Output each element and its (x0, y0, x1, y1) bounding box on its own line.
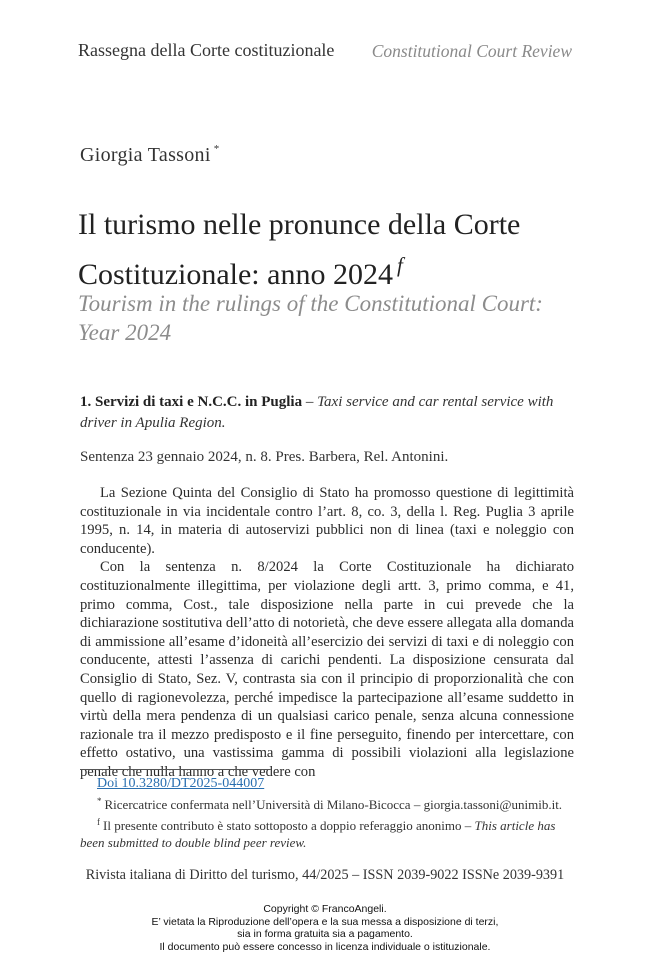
copyright-notice (100, 903, 550, 953)
running-header-english: Constitutional Court Review (371, 41, 572, 61)
article-subtitle-english (78, 289, 588, 347)
footnote-peer-review (80, 814, 575, 851)
author-footnote-mark: * (213, 143, 220, 155)
subtitle-line-2: Year 2024 (78, 320, 172, 345)
running-header-journal: Rassegna della Corte costituzionale (78, 40, 335, 60)
footnote-separator (80, 769, 270, 770)
paragraph-2: Con la sentenza n. 8/2024 la Corte Costituzionale ha dichiarato costituzionalmente illegittima, per violazione degli artt. 3, primo comma, e 41, primo comma, Cost., tale disposizione nella parte in cui prevede che la dichiarazione sostitutiva dell’atto di notorietà, che deve essere allegata alla domanda di ammissione all’esame d’idoneità all’esercizio dei servizi di taxi e di noleggio con conducente, attesti l’assenza di carichi pendenti. La disposizione censurata dal Consiglio di Stato, Sez. V, contrasta sia con il principio di proporzionalità che con quello di ragionevolezza, perché impedisce la partecipazione all’esame suddetto in virtù della mera pendenza di un qualsiasi carico penale, senza alcuna connessione razionale tra il mezzo predisposto e il fine perseguito, finendo per intercettare, con effetto ostativo, una vastissima gamma di possibili violazioni alla legislazione penale che nulla hanno a che vedere con (80, 559, 574, 780)
article-title (78, 205, 588, 295)
journal-citation: Rivista italiana di Diritto del turismo, 44/2025 – ISSN 2039-9022 ISSNe 2039-9391 (85, 867, 565, 883)
footnote-author-text: Ricercatrice confermata nell’Università di Milano-Bicocca – giorgia.tassoni@unimib.it. (104, 797, 563, 812)
title-line-2-text: Costituzionale: anno 2024 (78, 258, 393, 291)
footnote-author (97, 796, 577, 813)
footnote-peer-review-mark: f (97, 817, 100, 827)
footnote-author-mark: * (97, 796, 102, 806)
section-heading (80, 392, 575, 434)
section-heading-dash: – (302, 394, 318, 410)
section-heading-english: Taxi service and car rental service with driver in Apulia Region. (80, 394, 554, 431)
copyright-line-1: Copyright © FrancoAngeli. (263, 903, 387, 915)
footnote-peer-review-text: Il presente contributo è stato sottoposto a doppio referaggio anonimo – (103, 818, 475, 833)
author-name (80, 143, 220, 167)
subtitle-line-1: Tourism in the rulings of the Constitutional Court: (78, 291, 543, 316)
title-line-1: Il turismo nelle pronunce della Corte (78, 208, 521, 241)
body-text (80, 484, 574, 782)
copyright-line-4: Il documento può essere concesso in licenza individuale o istituzionale. (159, 940, 491, 953)
footnote-peer-review-english: This article has been submitted to double blind peer review. (80, 818, 556, 850)
paragraph-1: La Sezione Quinta del Consiglio di Stato ha promosso questione di legittimità costituzionale in via incidentale contro l’art. 8, co. 3, della l. Reg. Puglia 3 aprile 1995, n. 14, in materia di autoservizi pubblici non di linea (taxi e noleggio con conducente). (80, 485, 574, 557)
title-footnote-mark: f (396, 253, 403, 277)
copyright-line-2: E’ vietata la Riproduzione dell’opera e la sua messa a disposizione di terzi, (151, 915, 499, 928)
sentenza-reference: Sentenza 23 gennaio 2024, n. 8. Pres. Barbera, Rel. Antonini. (80, 449, 449, 465)
title-line-2 (78, 245, 588, 295)
copyright-line-3: sia in forma gratuita sia a pagamento. (237, 928, 413, 940)
section-heading-italian: 1. Servizi di taxi e N.C.C. in Puglia (80, 394, 303, 410)
author-name-text: Giorgia Tassoni (80, 144, 211, 166)
doi-link[interactable]: Doi 10.3280/DT2025-044007 (97, 776, 265, 791)
